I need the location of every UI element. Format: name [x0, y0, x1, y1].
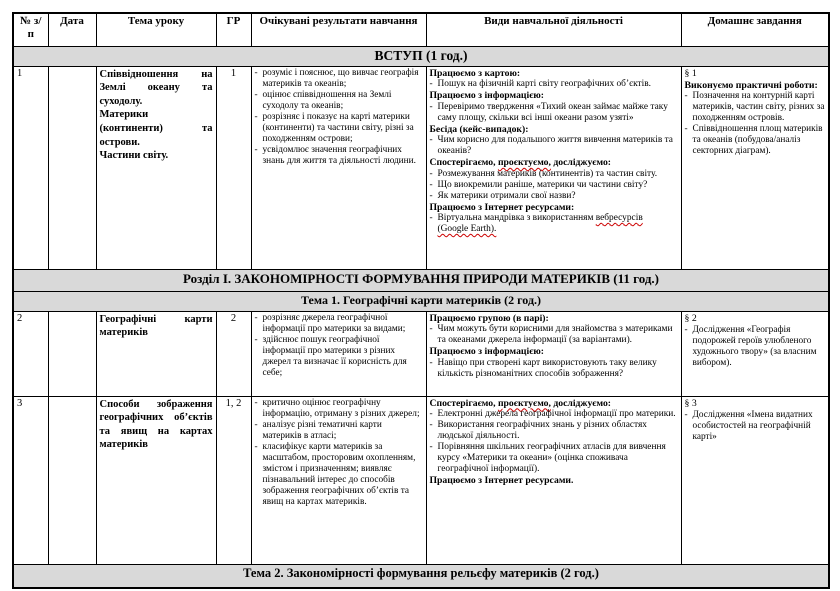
activities-cell [426, 66, 681, 269]
activity-item-text: Використання географічних знань у різних областях людської діяльності. [437, 420, 647, 441]
section-row-tema2 [13, 564, 829, 588]
bullet-dash: - [429, 409, 433, 419]
result-item-text: класифікує карти материків за масштабом, просторовим охопленням, змістом і призначенням; виявляє пізнавальний інтерес до способів зображення географічних об’єктів та явищ на картах материків. [262, 441, 416, 507]
spellcheck-wavy-underline: (Google Earth). [437, 224, 497, 234]
gr-cell: 1 [216, 66, 251, 269]
result-item-text: критично оцінює географічну інформацію, отриману з різних джерел; [262, 397, 420, 419]
lesson-number: 3 [13, 396, 48, 564]
result-item-text: розрізняє і показує на карті материки (континенти) та частини світу, різні за походженням острови; [262, 111, 414, 144]
result-item-text: розрізняє джерела географічної інформації про материки за видами; [262, 312, 406, 334]
activity-item-text: Перевіримо твердження «Тихий океан займає майже таку саму площу, скільки всі інші океани разом узяті» [437, 101, 668, 123]
activity-item [430, 213, 678, 235]
activity-heading-part: досліджуємо: [550, 397, 612, 409]
bullet-dash: - [254, 67, 258, 78]
homework-item [685, 325, 826, 369]
lesson-number: 2 [13, 311, 48, 396]
activity-heading: Бесіда (кейс-випадок): [429, 123, 529, 135]
activity-item-text: Навіщо при створені карт використовують таку велику кількість різноманітних способів зображення? [437, 357, 657, 379]
activity-item-text: Пошук на фізичній карті світу географічних об’єктів. [437, 79, 651, 89]
activity-heading: Працюємо з інформацією: [429, 346, 545, 357]
bullet-dash: - [429, 79, 433, 89]
bullet-dash: - [254, 419, 258, 430]
activity-heading: Працюємо з Інтернет ресурсами. [429, 475, 574, 486]
activity-heading-part: досліджуємо: [550, 157, 612, 168]
results-cell [251, 311, 426, 396]
result-item-text: усвідомлює значення географічних знань для життя та діяльності людини. [262, 144, 416, 166]
gr-cell: 1, 2 [216, 396, 251, 564]
section-title-tema2: Тема 2. Закономірності формування рельєфу материків (2 год.) [13, 564, 829, 588]
column-header-activities: Види навчальної діяльності [426, 13, 681, 46]
activity-item [430, 420, 678, 442]
column-header-date: Дата [48, 13, 96, 46]
lesson-plan-document [12, 12, 828, 589]
activity-item-text: Що виокремили раніше, материки чи частини світу? [437, 179, 648, 190]
homework-paragraph-ref: § 2 [684, 312, 697, 324]
homework-paragraph-ref: § 1 [684, 67, 697, 79]
activities-cell [426, 311, 681, 396]
activity-heading-part: Спостерігаємо, [429, 157, 498, 168]
activity-item-text: Чим можуть бути корисними для знайомства з материками та океанами джерела інформації (за варіантами). [437, 324, 673, 345]
activity-item [430, 79, 678, 90]
spellcheck-wavy-underline: вебресурсів [595, 213, 643, 223]
bullet-dash: - [429, 324, 433, 334]
homework-cell [681, 66, 829, 269]
bullet-dash: - [254, 111, 258, 122]
bullet-dash: - [254, 89, 258, 100]
column-header-num: № з/п [13, 13, 48, 46]
gr-cell: 2 [216, 311, 251, 396]
column-header-results: Очікувані результати навчання [251, 13, 426, 46]
activity-item [430, 442, 678, 475]
homework-item-text: Співвідношення площ материків та океанів (побудова/аналіз секторних діаграм). [692, 124, 823, 156]
bullet-dash: - [254, 441, 258, 452]
section-row-rozdil1 [13, 269, 829, 291]
section-row-vstup [13, 46, 829, 66]
activity-heading [430, 157, 678, 169]
lesson-plan-table [12, 12, 830, 589]
activity-item [430, 358, 678, 380]
result-item-text: розуміє і пояснює, що вивчає географія материків та океанів; [262, 67, 419, 89]
activity-item [430, 324, 678, 346]
section-row-tema1 [13, 291, 829, 311]
lesson-row-2 [13, 311, 829, 396]
table-header-row [13, 13, 829, 46]
result-item [255, 90, 423, 112]
bullet-dash: - [429, 101, 433, 112]
spellcheck-wavy-underline: проєктуємо, [497, 157, 551, 168]
results-cell [251, 66, 426, 269]
lesson-row-1 [13, 66, 829, 269]
activity-item-text: Чим корисно для подальшого життя вивчення материків та океанів? [437, 135, 673, 156]
activity-heading: Працюємо з Інтернет ресурсами: [429, 201, 575, 213]
activity-item-text: Електронні джерела географічної інформації про материки. [437, 409, 676, 419]
homework-item-text: Позначення на контурній карті материків, частин світу, різних за походженням островів. [692, 91, 825, 123]
bullet-dash: - [429, 420, 433, 430]
bullet-dash: - [429, 357, 433, 368]
result-item [255, 335, 423, 379]
bullet-dash: - [684, 409, 688, 420]
bullet-dash: - [429, 179, 433, 190]
activity-heading: Працюємо групою (в парі): [429, 312, 549, 324]
activity-item [430, 409, 678, 420]
bullet-dash: - [684, 91, 688, 101]
lesson-row-3 [13, 396, 829, 564]
bullet-dash: - [429, 190, 433, 201]
homework-paragraph-ref: § 3 [684, 397, 697, 409]
homework-item-text: Дослідження «Імена видатних особистостей на географічній карті» [692, 409, 813, 442]
topic-line: Географічні карти материків [99, 313, 213, 339]
activity-item-text: Порівняння шкільних географічних атласів для вивчення курсу «Материки та океани» (оцінка споживача географічної інформації). [437, 442, 666, 474]
column-header-gr: ГР [216, 13, 251, 46]
topic-line: Співвідношення на Землі океану та суходолу. [99, 68, 213, 107]
topic-cell [96, 396, 216, 564]
activity-item-text: Як материки отримали свої назви? [437, 190, 576, 201]
result-item [255, 313, 423, 335]
activity-heading: Працюємо з картою: [429, 67, 521, 79]
bullet-dash: - [684, 324, 688, 335]
section-title-tema1: Тема 1. Географічні карти материків (2 год.) [13, 291, 829, 311]
bullet-dash: - [254, 334, 258, 345]
homework-item [685, 91, 826, 124]
result-item [255, 420, 423, 442]
bullet-dash: - [684, 124, 688, 134]
homework-item [685, 410, 826, 443]
homework-cell [681, 396, 829, 564]
result-item-text: аналізує різні тематичні карти материків в атласі; [262, 419, 382, 441]
topic-line: Частини світу. [99, 150, 169, 162]
topic-line: Материки (континенти) та острови. [99, 109, 213, 148]
section-title-vstup: ВСТУП (1 год.) [13, 46, 829, 66]
activity-item-part: Віртуальна мандрівка з використанням [437, 213, 596, 223]
topic-cell [96, 311, 216, 396]
date-cell [48, 396, 96, 564]
result-item [255, 112, 423, 145]
activity-item [430, 169, 678, 180]
result-item [255, 145, 423, 167]
homework-item [685, 124, 826, 157]
bullet-dash: - [429, 442, 433, 452]
activity-item-text: Розмежування материків (континентів) та частин світу. [437, 168, 658, 179]
activity-heading-part: Спостерігаємо, [429, 397, 498, 409]
homework-item-text: Дослідження «Географія подорожей героїв улюбленого художнього твору» (за власним вибором). [692, 324, 817, 368]
results-cell [251, 396, 426, 564]
date-cell [48, 66, 96, 269]
activities-cell [426, 396, 681, 564]
activity-heading: Працюємо з інформацією: [429, 90, 545, 101]
result-item [255, 442, 423, 508]
activity-item-text [438, 213, 678, 235]
bullet-dash: - [254, 397, 258, 408]
date-cell [48, 311, 96, 396]
homework-cell [681, 311, 829, 396]
result-item-text: здійснює пошук географічної інформації про материки з різних джерел та визначає її корисність для себе; [262, 334, 407, 378]
spellcheck-wavy-underline: проєктуємо, [497, 397, 551, 409]
bullet-dash: - [254, 144, 258, 155]
column-header-topic: Тема уроку [96, 13, 216, 46]
bullet-dash: - [429, 168, 433, 179]
activity-item [430, 191, 678, 202]
bullet-dash: - [254, 312, 258, 323]
activity-item [430, 135, 678, 157]
activity-heading [430, 398, 678, 410]
bullet-dash: - [429, 135, 433, 145]
bullet-dash: - [429, 213, 433, 223]
result-item-text: оцінює співвідношення на Землі суходолу та океанів; [262, 89, 392, 111]
homework-heading: Виконуємо практичні роботи: [684, 79, 818, 91]
column-header-homework: Домашнє завдання [681, 13, 829, 46]
topic-line: Способи зображення географічних об’єктів та явищ на картах материків [99, 398, 213, 451]
result-item [255, 398, 423, 420]
activity-item [430, 180, 678, 191]
result-item [255, 68, 423, 90]
activity-item [430, 102, 678, 124]
section-title-rozdil1: Розділ І. ЗАКОНОМІРНОСТІ ФОРМУВАННЯ ПРИРОДИ МАТЕРИКІВ (11 год.) [13, 269, 829, 291]
lesson-number: 1 [13, 66, 48, 269]
topic-cell [96, 66, 216, 269]
